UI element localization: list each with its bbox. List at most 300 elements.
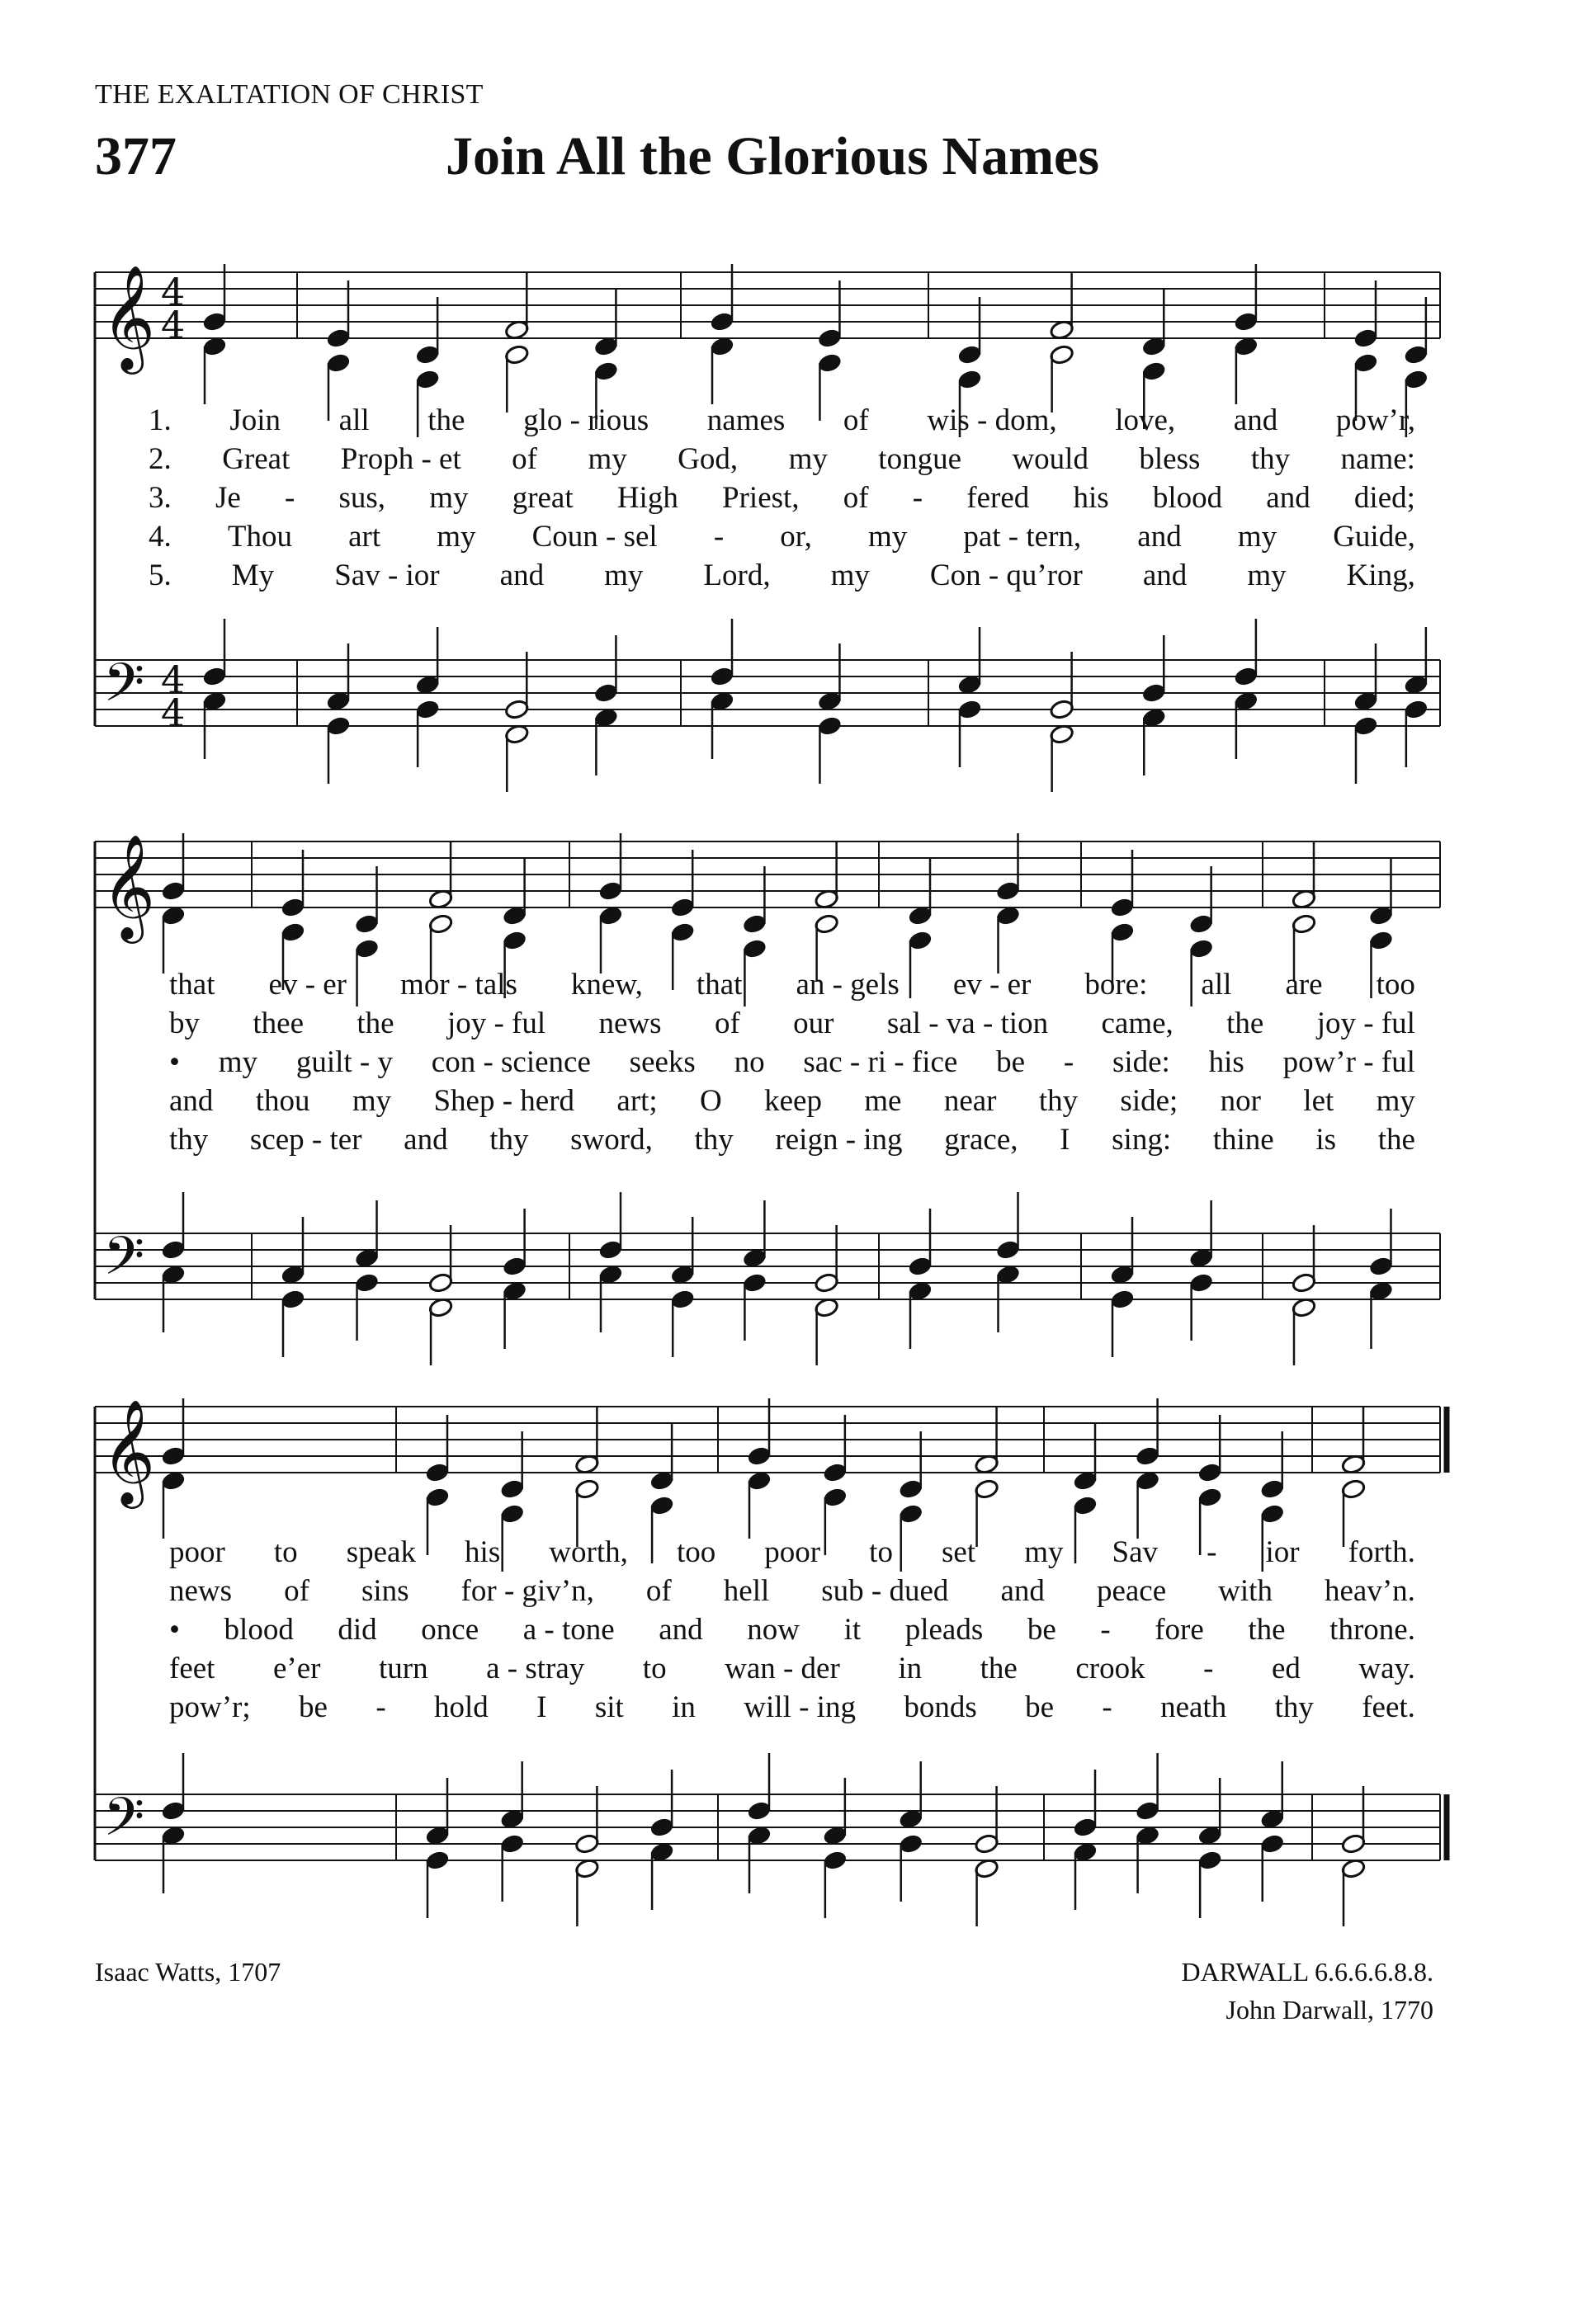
lyric-syllable: -	[1203, 1652, 1214, 1685]
lyric-syllable: would	[1012, 442, 1089, 476]
lyric-line	[169, 1006, 1415, 1041]
lyric-syllable: of	[645, 1574, 672, 1608]
bass-note	[742, 1272, 767, 1294]
tune-name-meter: DARWALL 6.6.6.6.8.8.	[1181, 1957, 1433, 1987]
lyric-syllable: blood	[224, 1613, 294, 1647]
lyric-syllable: set	[942, 1535, 976, 1569]
lyric-syllable: keep	[764, 1084, 822, 1118]
lyric-line	[149, 441, 1415, 477]
lyric-syllable: Priest,	[722, 481, 800, 515]
alto-note	[281, 922, 306, 943]
lyric-syllable: of	[714, 1006, 740, 1040]
soprano-note	[1353, 328, 1379, 349]
lyric-syllable: thy	[1038, 1084, 1079, 1118]
lyric-syllable: my	[1237, 520, 1277, 554]
alto-note	[1292, 913, 1317, 935]
soprano-note	[499, 1478, 525, 1500]
lyric-syllable: side;	[1120, 1084, 1178, 1118]
lyric-syllable: the	[357, 1006, 394, 1040]
bass-note	[281, 1289, 306, 1310]
tenor-note	[598, 1239, 624, 1261]
lyric-syllable: bore:	[1084, 968, 1148, 1002]
lyric-syllable: Coun - sel	[531, 520, 658, 554]
tenor-note	[1049, 699, 1074, 720]
alto-note	[1141, 361, 1167, 382]
soprano-note	[354, 913, 380, 935]
lyric-syllable: for - giv’n,	[460, 1574, 594, 1608]
lyric-syllable: bless	[1139, 442, 1201, 476]
lyric-line	[169, 1122, 1415, 1157]
lyric-syllable: too	[676, 1535, 716, 1569]
lyric-line	[169, 1690, 1415, 1725]
lyric-syllable: be	[299, 1690, 328, 1724]
alto-note	[574, 1478, 600, 1500]
lyric-syllable: a - stray	[486, 1652, 585, 1685]
alto-note	[1368, 930, 1394, 951]
alto-note	[499, 1503, 525, 1525]
lyric-syllable: sus,	[338, 481, 386, 515]
lyric-line	[149, 558, 1415, 593]
soprano-note	[1188, 913, 1214, 935]
lyric-syllable: too	[1376, 968, 1415, 1002]
lyric-syllable: my	[352, 1084, 392, 1118]
bass-note	[823, 1850, 848, 1871]
lyric-syllable: •	[169, 1045, 180, 1079]
lyric-syllable: reign - ing	[775, 1123, 903, 1157]
lyric-syllable: and	[169, 1084, 214, 1118]
lyric-syllable: an - gels	[796, 968, 900, 1002]
lyric-syllable: name:	[1340, 442, 1415, 476]
lyric-syllable: -	[284, 481, 295, 515]
tenor-note	[1135, 1800, 1160, 1822]
lyric-syllable: news	[598, 1006, 662, 1040]
lyric-syllable: ev - er	[952, 968, 1032, 1002]
bass-note	[499, 1833, 525, 1855]
soprano-note	[957, 344, 983, 365]
lyric-syllable: knew,	[570, 968, 643, 1002]
time-signature: 4	[161, 303, 186, 347]
lyric-syllable: my	[437, 520, 476, 554]
lyric-syllable: Thou	[227, 520, 292, 554]
lyric-syllable: thy	[489, 1123, 529, 1157]
lyric-syllable: fore	[1155, 1613, 1204, 1647]
bass-clef-icon: 𝄢	[103, 653, 145, 727]
alto-note	[593, 361, 619, 382]
soprano-note	[823, 1462, 848, 1483]
lyric-syllable: Con - qu’ror	[929, 559, 1083, 592]
tenor-note	[1141, 682, 1167, 704]
lyric-syllable: my	[1247, 559, 1287, 592]
tenor-note	[504, 699, 530, 720]
lyric-syllable: -	[1063, 1045, 1074, 1079]
lyric-syllable: O	[700, 1084, 722, 1118]
tenor-note	[202, 666, 228, 687]
lyric-syllable: my	[867, 520, 908, 554]
alto-note	[415, 369, 441, 390]
lyric-syllable: wan - der	[725, 1652, 840, 1685]
lyric-syllable: that	[696, 968, 743, 1002]
bass-note	[670, 1289, 696, 1310]
lyric-syllable: and	[499, 559, 545, 592]
lyric-syllable: My	[231, 559, 275, 592]
lyric-syllable: and	[1137, 520, 1182, 554]
alto-note	[649, 1495, 675, 1516]
lyric-syllable: the	[427, 403, 465, 437]
lyric-syllable: Sav - ior	[334, 559, 440, 592]
soprano-note	[281, 897, 306, 918]
alto-note	[502, 930, 527, 951]
lyric-syllable: feet	[169, 1652, 215, 1685]
lyric-syllable: forth.	[1348, 1535, 1415, 1569]
lyric-syllable: to	[869, 1535, 893, 1569]
soprano-note	[1234, 311, 1259, 332]
tenor-note	[814, 1272, 839, 1294]
alto-note	[908, 930, 933, 951]
lyric-line	[169, 1573, 1415, 1609]
lyric-syllable: heav’n.	[1324, 1574, 1415, 1608]
lyric-syllable: my	[218, 1045, 258, 1079]
lyric-syllable: nor	[1220, 1084, 1261, 1118]
alto-note	[326, 352, 352, 374]
lyric-syllable: High	[616, 481, 678, 515]
lyric-syllable: peace	[1096, 1574, 1167, 1608]
lyric-line	[169, 1044, 1415, 1080]
lyric-syllable: the	[1248, 1613, 1286, 1647]
lyric-syllable: joy - ful	[1316, 1006, 1415, 1040]
lyric-syllable: is	[1315, 1123, 1337, 1157]
lyric-syllable: and	[1000, 1574, 1045, 1608]
lyric-syllable: great	[512, 481, 574, 515]
lyric-syllable: and	[1233, 403, 1278, 437]
lyric-syllable: my	[830, 559, 870, 592]
lyric-syllable: now	[747, 1613, 800, 1647]
lyric-syllable: con - science	[431, 1045, 591, 1079]
soprano-note	[670, 897, 696, 918]
soprano-note	[598, 880, 624, 902]
tenor-note	[593, 682, 619, 704]
soprano-note	[747, 1445, 772, 1467]
tenor-note	[649, 1817, 675, 1838]
lyric-syllable: turn	[378, 1652, 428, 1685]
bass-clef-icon: 𝄢	[103, 1787, 145, 1861]
tenor-note	[428, 1272, 454, 1294]
soprano-note	[161, 1445, 187, 1467]
lyric-syllable: thou	[255, 1084, 310, 1118]
lyric-syllable: of	[284, 1574, 309, 1608]
lyric-syllable: died;	[1353, 481, 1415, 515]
alto-note	[817, 352, 843, 374]
lyric-syllable: hell	[723, 1574, 770, 1608]
tenor-note	[161, 1239, 187, 1261]
treble-clef-icon: 𝄞	[102, 264, 156, 370]
soprano-note	[1404, 344, 1429, 365]
lyric-syllable: my	[1024, 1535, 1064, 1569]
lyric-syllable: 3.	[149, 481, 172, 515]
lyric-syllable: Proph - et	[340, 442, 461, 476]
bass-note	[1404, 699, 1429, 720]
lyric-syllable: names	[706, 403, 786, 437]
lyric-syllable: it	[843, 1613, 862, 1647]
lyric-line	[149, 519, 1415, 554]
lyric-syllable: side:	[1112, 1045, 1170, 1079]
lyric-syllable: to	[273, 1535, 298, 1569]
lyric-syllable: my	[588, 442, 627, 476]
bass-note	[1353, 715, 1379, 737]
soprano-note	[161, 880, 187, 902]
lyric-syllable: sal - va - tion	[886, 1006, 1049, 1040]
lyric-syllable: his	[1073, 481, 1109, 515]
tenor-note	[1341, 1833, 1367, 1855]
lyric-syllable: love,	[1115, 403, 1176, 437]
lyric-syllable: wis - dom,	[927, 403, 1057, 437]
soprano-note	[995, 880, 1021, 902]
lyric-syllable: 5.	[149, 559, 172, 592]
soprano-note	[742, 913, 767, 935]
lyric-syllable: throne.	[1329, 1613, 1415, 1647]
lyric-syllable: King,	[1346, 559, 1415, 592]
bass-clef-icon: 𝄢	[103, 1226, 145, 1300]
lyric-syllable: my	[1376, 1084, 1415, 1118]
lyric-syllable: be	[1025, 1690, 1055, 1724]
lyric-syllable: glo - rious	[523, 403, 649, 437]
soprano-note	[817, 328, 843, 349]
lyric-syllable: to	[642, 1652, 667, 1685]
bass-note	[425, 1850, 451, 1871]
lyric-syllable: ior	[1265, 1535, 1300, 1569]
lyric-syllable: and	[404, 1123, 448, 1157]
lyric-syllable: feet.	[1362, 1690, 1415, 1724]
lyric-syllable: no	[734, 1045, 765, 1079]
alto-note	[1073, 1495, 1098, 1516]
lyric-syllable: the	[1226, 1006, 1264, 1040]
tenor-note	[710, 666, 735, 687]
lyric-syllable: in	[898, 1652, 923, 1685]
alto-note	[957, 369, 983, 390]
tenor-note	[161, 1800, 187, 1822]
lyric-syllable: news	[169, 1574, 233, 1608]
alto-note	[354, 938, 380, 959]
lyric-syllable: seeks	[629, 1045, 696, 1079]
lyric-line	[149, 480, 1415, 516]
alto-note	[670, 922, 696, 943]
alto-note	[1404, 369, 1429, 390]
alto-note	[1259, 1503, 1285, 1525]
lyric-syllable: Guide,	[1333, 520, 1415, 554]
lyric-line	[169, 967, 1415, 1002]
lyric-syllable: Join	[229, 403, 281, 437]
lyric-syllable: all	[338, 403, 370, 437]
soprano-note	[425, 1462, 451, 1483]
bass-note	[354, 1272, 380, 1294]
lyric-syllable: Lord,	[703, 559, 771, 592]
lyric-syllable: -	[1207, 1535, 1217, 1569]
lyric-syllable: -	[1102, 1690, 1112, 1724]
tenor-note	[1073, 1817, 1098, 1838]
lyric-line	[169, 1651, 1415, 1686]
time-signature: 4	[161, 270, 186, 314]
bass-note	[1197, 1850, 1223, 1871]
lyric-line	[169, 1534, 1415, 1570]
lyric-syllable: or,	[780, 520, 812, 554]
lyric-syllable: and	[659, 1613, 703, 1647]
soprano-note	[710, 311, 735, 332]
hymn-number: 377	[95, 126, 177, 186]
lyric-syllable: pleads	[904, 1613, 984, 1647]
lyric-syllable: -	[912, 481, 923, 515]
lyric-line	[169, 1612, 1415, 1648]
lyric-syllable: thy	[694, 1123, 734, 1157]
music-credit: John Darwall, 1770	[1225, 1995, 1433, 2025]
lyric-syllable: Sav	[1112, 1535, 1159, 1569]
bass-note	[1259, 1833, 1285, 1855]
tenor-note	[502, 1256, 527, 1277]
lyric-syllable: of	[843, 403, 869, 437]
section-heading: THE EXALTATION OF CHRIST	[95, 79, 484, 110]
tenor-note	[747, 1800, 772, 1822]
lyric-syllable: 2.	[149, 442, 172, 476]
lyric-syllable: the	[1377, 1123, 1415, 1157]
tenor-note	[908, 1256, 933, 1277]
bass-note	[1110, 1289, 1136, 1310]
soprano-note	[415, 344, 441, 365]
alto-note	[1188, 938, 1214, 959]
lyric-syllable: thy	[169, 1123, 209, 1157]
lyric-syllable: and	[1266, 481, 1310, 515]
tenor-note	[574, 1833, 600, 1855]
lyric-syllable: crook	[1075, 1652, 1145, 1685]
lyric-syllable: my	[429, 481, 469, 515]
tenor-note	[995, 1239, 1021, 1261]
tenor-note	[1292, 1272, 1317, 1294]
lyric-syllable: the	[980, 1652, 1018, 1685]
lyric-syllable: I	[1060, 1123, 1070, 1157]
lyric-syllable: -	[713, 520, 725, 554]
lyric-syllable: -	[1100, 1613, 1111, 1647]
lyric-syllable: worth,	[549, 1535, 628, 1569]
lyric-syllable: blood	[1152, 481, 1223, 515]
lyric-line	[149, 403, 1415, 438]
lyric-syllable: me	[864, 1084, 902, 1118]
bass-note	[957, 699, 983, 720]
lyric-syllable: pow’r - ful	[1282, 1045, 1415, 1079]
lyric-syllable: my	[788, 442, 828, 476]
lyric-syllable: his	[1208, 1045, 1244, 1079]
lyric-line	[169, 1083, 1415, 1119]
lyric-syllable: scep - ter	[249, 1123, 362, 1157]
alto-note	[1110, 922, 1136, 943]
lyric-syllable: -	[375, 1690, 386, 1724]
lyric-syllable: sword,	[570, 1123, 653, 1157]
text-credit: Isaac Watts, 1707	[95, 1957, 281, 1987]
lyric-syllable: 4.	[149, 520, 172, 554]
hymn-title: Join All the Glorious Names	[446, 126, 1100, 186]
lyric-syllable: ev - er	[268, 968, 347, 1002]
treble-clef-icon: 𝄞	[102, 1398, 156, 1504]
soprano-note	[1197, 1462, 1223, 1483]
lyric-syllable: sins	[361, 1574, 409, 1608]
lyric-syllable: Shep - herd	[433, 1084, 575, 1118]
lyric-syllable: thine	[1212, 1123, 1274, 1157]
alto-note	[742, 938, 767, 959]
lyric-syllable: a - tone	[522, 1613, 615, 1647]
lyric-syllable: are	[1285, 968, 1323, 1002]
lyric-syllable: sit	[594, 1690, 624, 1724]
lyric-syllable: pat - tern,	[963, 520, 1082, 554]
bass-note	[326, 715, 352, 737]
tenor-note	[974, 1833, 999, 1855]
lyric-syllable: sing:	[1112, 1123, 1172, 1157]
lyric-syllable: 1.	[149, 403, 172, 437]
lyric-syllable: mor - tals	[400, 968, 517, 1002]
lyric-syllable: did	[338, 1613, 377, 1647]
bass-note	[817, 715, 843, 737]
alto-note	[1197, 1487, 1223, 1508]
soprano-note	[1135, 1445, 1160, 1467]
lyric-syllable: pow’r,	[1335, 403, 1415, 437]
lyric-syllable: thy	[1250, 442, 1291, 476]
lyric-syllable: in	[672, 1690, 696, 1724]
lyric-syllable: I	[536, 1690, 547, 1724]
bass-note	[898, 1833, 923, 1855]
bass-note	[1188, 1272, 1214, 1294]
lyric-syllable: near	[943, 1084, 997, 1118]
alto-note	[425, 1487, 451, 1508]
lyric-syllable: art;	[616, 1084, 658, 1118]
lyric-syllable: thee	[253, 1006, 304, 1040]
lyric-syllable: with	[1218, 1574, 1273, 1608]
alto-note	[974, 1478, 999, 1500]
lyric-syllable: our	[793, 1006, 834, 1040]
lyric-syllable: my	[604, 559, 644, 592]
lyric-syllable: of	[512, 442, 537, 476]
lyric-syllable: let	[1303, 1084, 1334, 1118]
alto-note	[823, 1487, 848, 1508]
tenor-note	[1368, 1256, 1394, 1277]
lyric-syllable: bonds	[904, 1690, 977, 1724]
alto-note	[504, 344, 530, 365]
bass-note	[415, 699, 441, 720]
lyric-syllable: once	[421, 1613, 479, 1647]
lyric-syllable: sac - ri - fice	[803, 1045, 958, 1079]
lyric-syllable: that	[169, 968, 215, 1002]
lyric-syllable: way.	[1358, 1652, 1415, 1685]
lyric-syllable: speak	[346, 1535, 416, 1569]
lyric-syllable: art	[348, 520, 381, 554]
lyric-syllable: came,	[1101, 1006, 1174, 1040]
lyric-syllable: poor	[169, 1535, 225, 1569]
soprano-note	[898, 1478, 923, 1500]
lyric-syllable: and	[1142, 559, 1188, 592]
lyric-syllable: all	[1201, 968, 1232, 1002]
lyric-syllable: will - ing	[744, 1690, 856, 1724]
alto-note	[1049, 344, 1074, 365]
lyric-syllable: tongue	[878, 442, 961, 476]
lyric-syllable: sub - dued	[821, 1574, 949, 1608]
lyric-syllable: ed	[1271, 1652, 1301, 1685]
alto-note	[1353, 352, 1379, 374]
lyric-syllable: grace,	[944, 1123, 1018, 1157]
treble-clef-icon: 𝄞	[102, 833, 156, 939]
soprano-note	[1259, 1478, 1285, 1500]
lyric-syllable: hold	[434, 1690, 489, 1724]
lyric-syllable: God,	[678, 442, 739, 476]
lyric-syllable: be	[996, 1045, 1026, 1079]
time-signature: 4	[161, 691, 186, 735]
lyric-syllable: fered	[966, 481, 1030, 515]
alto-note	[428, 913, 454, 935]
lyric-syllable: guilt - y	[295, 1045, 393, 1079]
lyric-syllable: pow’r;	[169, 1690, 251, 1724]
